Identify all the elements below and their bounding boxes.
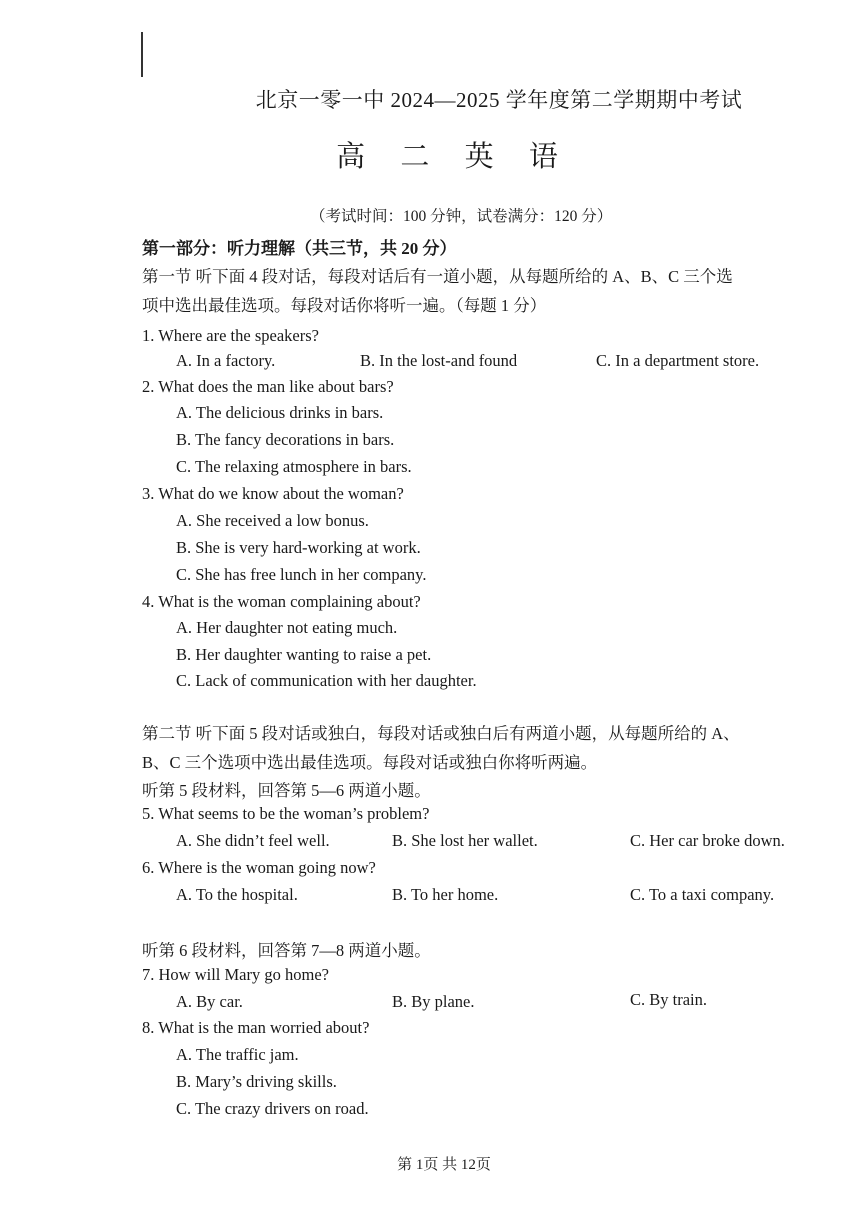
question-5-option-c: C. Her car broke down. <box>630 831 785 850</box>
question-5-stem: 5. What seems to be the woman’s problem? <box>142 804 430 823</box>
material-6-heading: 听第 6 段材料，回答第 7—8 两道小题。 <box>142 941 431 960</box>
question-7-option-a: A. By car. <box>176 992 243 1011</box>
question-1-option-b: B. In the lost-and found <box>360 351 518 370</box>
question-6-option-a: A. To the hospital. <box>176 885 298 904</box>
question-2-option-a: A. The delicious drinks in bars. <box>176 403 384 422</box>
question-1-option-a: A. In a factory. <box>176 351 276 370</box>
section1-line1: 第一节 听下面 4 段对话，每段对话后有一道小题，从每题所给的 A、B、C 三个选 <box>142 267 733 286</box>
page-number-footer: 第 1页 共 12页 <box>397 1157 491 1173</box>
section1-line2: 项中选出最佳选项。每段对话你将听一遍。（每题 1 分） <box>142 296 547 315</box>
question-6-option-c: C. To a taxi company. <box>630 885 775 904</box>
question-2-option-b: B. The fancy decorations in bars. <box>176 430 395 449</box>
question-1-option-c: C. In a department store. <box>596 351 760 370</box>
section2-line1: 第二节 听下面 5 段对话或独白，每段对话或独白后有两道小题，从每题所给的 A、 <box>142 724 740 743</box>
question-6-option-b: B. To her home. <box>392 885 499 904</box>
section2-line2: B、C 三个选项中选出最佳选项。每段对话或独白你将听两遍。 <box>142 753 598 772</box>
question-2-option-c: C. The relaxing atmosphere in bars. <box>176 457 412 476</box>
question-8-option-a: A. The traffic jam. <box>176 1045 299 1064</box>
question-5-option-a: A. She didn’t feel well. <box>176 831 330 850</box>
question-7-stem: 7. How will Mary go home? <box>142 965 329 984</box>
question-3-option-a: A. She received a low bonus. <box>176 511 369 530</box>
part1-heading: 第一部分：听力理解（共三节，共 20 分） <box>142 239 457 258</box>
question-4-option-c: C. Lack of communication with her daughter. <box>176 671 477 690</box>
subject-title: 高 二 英 语 <box>336 141 572 173</box>
question-3-stem: 3. What do we know about the woman? <box>142 484 404 503</box>
question-5-option-b: B. She lost her wallet. <box>392 831 538 850</box>
section2-instructions <box>142 719 842 777</box>
section1-instructions <box>142 262 842 320</box>
question-3-option-c: C. She has free lunch in her company. <box>176 565 427 584</box>
question-1-stem: 1. Where are the speakers? <box>142 326 319 345</box>
question-4-option-b: B. Her daughter wanting to raise a pet. <box>176 645 432 664</box>
question-8-option-b: B. Mary’s driving skills. <box>176 1072 337 1091</box>
question-2-stem: 2. What does the man like about bars? <box>142 377 394 396</box>
question-7-option-c: C. By train. <box>630 990 707 1009</box>
question-4-stem: 4. What is the woman complaining about? <box>142 592 421 611</box>
scan-margin-mark <box>141 32 143 77</box>
question-8-stem: 8. What is the man worried about? <box>142 1018 370 1037</box>
material-5-heading: 听第 5 段材料，回答第 5—6 两道小题。 <box>142 781 431 800</box>
question-3-option-b: B. She is very hard-working at work. <box>176 538 421 557</box>
question-8-option-c: C. The crazy drivers on road. <box>176 1099 369 1118</box>
exam-info: （考试时间：100 分钟，试卷满分：120 分） <box>310 208 613 225</box>
exam-title: 北京一零一中 2024—2025 学年度第二学期期中考试 <box>255 88 743 112</box>
question-6-stem: 6. Where is the woman going now? <box>142 858 376 877</box>
question-4-option-a: A. Her daughter not eating much. <box>176 618 398 637</box>
question-7-option-b: B. By plane. <box>392 992 475 1011</box>
